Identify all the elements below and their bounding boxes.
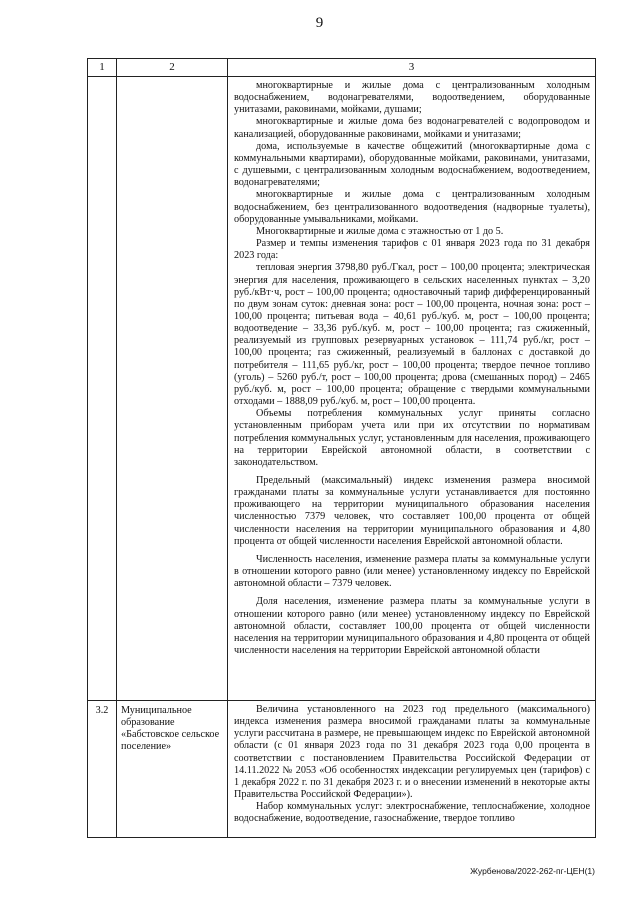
tariff-table: [87, 58, 596, 838]
row-number: 3.2: [88, 701, 117, 838]
content-paragraph: Набор коммунальных услуг: электроснабжение, теплоснабжение, холодное водоснабжение, водоотведение, газоснабжение, твердое топливо: [234, 801, 590, 825]
content-paragraph: Численность населения, изменение размера платы за коммунальные услуги в отношении которого равно (или менее) установленному индексу по Еврейской автономной области – 7379 человек.: [234, 553, 590, 590]
content-paragraph: Величина установленного на 2023 год предельного (максимального) индекса изменения размера вносимой гражданами платы за коммунальные услуги рассчитана в размере, не превышающем индекс по Еврейской автономной области (с 01 января 2023 года по 31 декабря 2023 года 0,00 процента в соответствии с постановлением Правительства Российской Федерации от 14.11.2022 № 2053 «Об особенностях индексации регулируемых цен (тарифов) с 1 декабря 2022 г. по 31 декабря 2023 г. и о внесении изменений в некоторые акты Правительства Российской Федерации»).: [234, 704, 590, 801]
page-number: 9: [315, 15, 324, 31]
content-paragraph: Многоквартирные и жилые дома с этажностью от 1 до 5.: [256, 225, 504, 237]
content-paragraph: Объемы потребления коммунальных услуг приняты согласно установленным приборам учета или при их отсутствии по нормативам потребления коммунальных услуг, установленным для населения, проживающего на территории Еврейской автономной области, в соответствии с законодательством.: [234, 408, 590, 468]
table-row: [88, 77, 596, 701]
content-paragraph: Размер и темпы изменения тарифов с 01 января 2023 года по 31 декабря 2023 года:: [234, 238, 590, 262]
content-paragraph: многоквартирные и жилые дома с централизованным холодным водоснабжением, водонагревателями, водоотведением, оборудованные унитазами, раковинами, мойками, душами;: [234, 80, 590, 116]
table-header-row: [88, 59, 596, 77]
content-paragraph: многоквартирные и жилые дома с централизованным холодным водоснабжением, без централизованного водоотведения (надворные туалеты), оборудованные умывальниками, мойками.: [234, 189, 590, 225]
municipality-name: Муниципальное образование «Бабстовское сельское поселение»: [117, 701, 228, 838]
header-cell-3: 3: [228, 59, 596, 77]
municipality-name: [117, 77, 228, 701]
content-paragraph: тепловая энергия 3798,80 руб./Гкал, рост – 100,00 процента; электрическая энергия для населения, проживающего в сельских населенных пунктах – 3,20 руб./кВт·ч, рост – 100,00 процента; одноставочный тариф дифференцированный по двум зонам суток: дневная зона: рост – 100,00 процента, ночная зона: рост – 100,00 процента; питьевая вода – 40,61 руб./куб. м, рост – 100,00 процента; водоотведение – 33,36 руб./куб. м, рост – 100,00 процента; газ сжиженный, реализуемый из групповых резервуарных установок – 111,74 руб./кг, рост – 100,00 процента; газ сжиженный, реализуемый в баллонах с доставкой до потребителя – 111,65 руб./кг, рост – 100,00 процента; твердое печное топливо (уголь) – 5260 руб./т, рост – 100,00 процента; дрова (смешанных пород) – 2465 руб./куб. м, рост – 100,00 процента; обращение с твердыми коммунальными отходами – 1888,09 руб./куб. м, рост – 100,00 процента.: [234, 262, 590, 408]
row-content: [228, 77, 596, 701]
header-cell-1: 1: [88, 59, 117, 77]
content-paragraph: Предельный (максимальный) индекс изменения размера вносимой гражданами платы за коммунальные услуги устанавливается для постоянно проживающего на территории муниципального образования населения численностью 7379 человек, что составляет 100,00 процента от общей численности населения на территории муниципального образования и 4,80 процента от общей численности населения Еврейской автономной области.: [234, 475, 590, 547]
content-paragraph: многоквартирные и жилые дома без водонагревателей с водопроводом и канализацией, оборудованные раковинами, мойками и унитазами;: [234, 116, 590, 140]
row-content: [228, 701, 596, 838]
content-paragraph: Доля населения, изменение размера платы за коммунальные услуги в отношении которого равно (или менее) установленному индексу по Еврейской автономной области, составляет 100,00 процента от общей численности населения на территории муниципального образования и 4,80 процента от общей численности населения на территории Еврейской автономной области: [234, 596, 590, 657]
row-number: [88, 77, 117, 701]
content-paragraph: дома, используемые в качестве общежитий (многоквартирные дома с коммунальными квартирами), оборудованные мойками, раковинами, унитазами, с душевыми, с централизованным холодным водоснабжением, водоотведением, водонагревателями;: [234, 140, 590, 189]
header-cell-2: 2: [117, 59, 228, 77]
table-row: [88, 701, 596, 838]
document-code: Журбенова/2022-262-пг-ЦЕН(1): [470, 866, 595, 876]
